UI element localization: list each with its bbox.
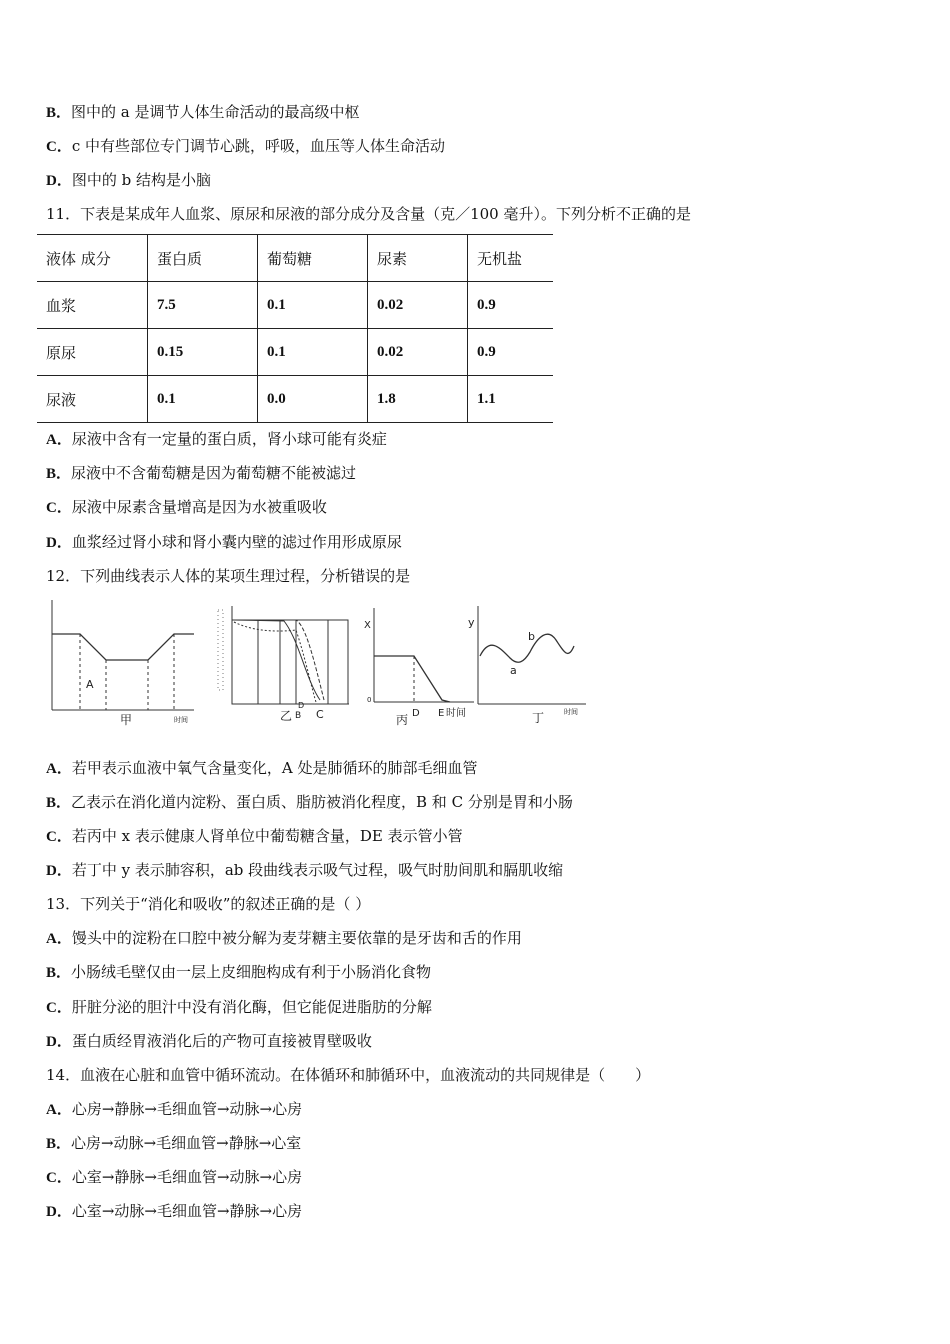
table-row [37, 282, 553, 329]
table-header-row [37, 235, 553, 282]
ding-label-y: y [468, 616, 475, 629]
table-cell: 0.0 [258, 376, 368, 423]
option-letter: C． [46, 139, 72, 155]
table-cell: 0.15 [148, 329, 258, 376]
option-text: 心室→动脉→毛细血管→静脉→心房 [71, 1202, 303, 1220]
option-letter: C． [46, 500, 72, 516]
yi-curve-3 [234, 620, 324, 700]
option-letter: B． [46, 965, 72, 981]
graph-bing [374, 608, 474, 702]
q13-stem: 13．下列关于“消化和吸收”的叙述正确的是（ ） [46, 895, 371, 913]
bing-label-d: D [412, 708, 420, 719]
table-header: 液体 成分 [37, 235, 148, 282]
option-text: 若甲表示血液中氧气含量变化，A 处是肺循环的肺部毛细血管 [71, 759, 478, 777]
yi-curve-1 [234, 622, 316, 702]
option-text: 图中的 b 结构是小脑 [71, 171, 211, 189]
table-cell: 1.1 [468, 376, 554, 423]
option-letter: B． [46, 466, 72, 482]
q10-option-b [46, 102, 360, 123]
table-header: 无机盐 [468, 235, 554, 282]
table-cell: 血浆 [37, 282, 148, 329]
q11-option-d [46, 532, 402, 553]
option-letter: B． [46, 1136, 72, 1152]
q10-option-d [46, 170, 211, 191]
q12-figure [44, 600, 604, 734]
q11-stem: 11．下表是某成年人血浆、原尿和尿液的部分成分及含量（克／100 毫升）。下列分析不正确的是 [46, 205, 691, 223]
table-row [37, 376, 553, 423]
option-text: 心房→静脉→毛细血管→动脉→心房 [71, 1100, 303, 1118]
graph-ding [478, 606, 586, 704]
q14-option-a [46, 1099, 302, 1120]
option-letter: A． [46, 1102, 72, 1118]
q11-option-a [46, 429, 387, 450]
option-text: 尿液中不含葡萄糖是因为葡萄糖不能被滤过 [71, 464, 357, 482]
graph-yi [232, 606, 349, 704]
yi-title: 乙 [280, 709, 293, 723]
table-header: 蛋白质 [148, 235, 258, 282]
option-letter: C． [46, 1170, 72, 1186]
option-letter: A． [46, 432, 72, 448]
bing-title: 丙 [396, 713, 409, 727]
q11-table [37, 234, 553, 423]
option-text: 尿液中尿素含量增高是因为水被重吸收 [71, 498, 327, 516]
table-header: 葡萄糖 [258, 235, 368, 282]
yi-label-c: C [316, 708, 324, 721]
table-cell: 原尿 [37, 329, 148, 376]
ding-label-a: a [510, 664, 517, 677]
q14-option-b [46, 1133, 301, 1154]
table-cell: 0.02 [368, 329, 468, 376]
q11-option-b [46, 463, 356, 484]
option-letter: D． [46, 1204, 72, 1220]
table-cell: 0.1 [258, 329, 368, 376]
option-text: 图中的 a 是调节人体生命活动的最高级中枢 [71, 103, 360, 121]
option-text: 肝脏分泌的胆汁中没有消化酶，但它能促进脂肪的分解 [71, 998, 432, 1016]
option-letter: D． [46, 1034, 72, 1050]
table-cell: 0.9 [468, 329, 554, 376]
q13-option-a [46, 928, 522, 949]
option-letter: B． [46, 795, 72, 811]
bing-label-e: E [438, 708, 445, 719]
option-text: 馒头中的淀粉在口腔中被分解为麦芽糖主要依靠的是牙齿和舌的作用 [71, 929, 522, 947]
q10-option-c [46, 136, 445, 157]
ding-title: 丁 [532, 711, 545, 725]
table-row [37, 329, 553, 376]
yi-label-d: D [298, 701, 305, 710]
q12-option-d [46, 860, 563, 881]
q14-option-d [46, 1201, 302, 1222]
yi-frame [232, 620, 348, 704]
ding-curve [480, 634, 574, 662]
option-letter: D． [46, 535, 72, 551]
q14-option-c [46, 1167, 302, 1188]
ding-label-b: b [528, 630, 535, 643]
option-text: 蛋白质经胃液消化后的产物可直接被胃壁吸收 [71, 1032, 372, 1050]
jia-title: 甲 [120, 713, 133, 727]
table-cell: 0.1 [258, 282, 368, 329]
yi-y-label-mark [218, 610, 223, 690]
table-cell: 7.5 [148, 282, 258, 329]
q12-curves-svg [44, 600, 604, 730]
option-letter: A． [46, 761, 72, 777]
option-letter: D． [46, 863, 72, 879]
yi-label-b: B [295, 711, 302, 721]
q13-option-d [46, 1031, 372, 1052]
table-header: 尿素 [368, 235, 468, 282]
option-letter: B． [46, 105, 72, 121]
q11-option-c [46, 497, 327, 518]
bing-label-zero: 0 [367, 696, 372, 704]
option-text: 尿液中含有一定量的蛋白质，肾小球可能有炎症 [71, 430, 387, 448]
option-letter: D． [46, 173, 72, 189]
q12-option-c [46, 826, 463, 847]
yi-curve-2 [234, 620, 320, 700]
bing-curve [374, 656, 450, 702]
table-cell: 尿液 [37, 376, 148, 423]
yi-y-axis-text [218, 610, 223, 690]
option-letter: C． [46, 829, 72, 845]
option-text: 心室→静脉→毛细血管→动脉→心房 [71, 1168, 303, 1186]
option-text: c 中有些部位专门调节心跳，呼吸，血压等人体生命活动 [71, 137, 446, 155]
option-text: 若丙中 x 表示健康人肾单位中葡萄糖含量，DE 表示管小管 [71, 827, 463, 845]
option-letter: C． [46, 1000, 72, 1016]
q12-option-b [46, 792, 573, 813]
option-text: 血浆经过肾小球和肾小囊内壁的滤过作用形成原尿 [71, 533, 402, 551]
jia-label-a: A [86, 678, 94, 691]
option-text: 乙表示在消化道内淀粉、蛋白质、脂肪被消化程度，B 和 C 分别是胃和小肠 [71, 793, 573, 811]
jia-curve [52, 634, 194, 660]
option-letter: A． [46, 931, 72, 947]
q13-option-c [46, 997, 432, 1018]
ding-time-label: 时间 [564, 708, 578, 716]
table-cell: 0.1 [148, 376, 258, 423]
graph-jia [52, 600, 194, 710]
bing-label-x: X [364, 620, 371, 631]
table-cell: 0.02 [368, 282, 468, 329]
table-cell: 0.9 [468, 282, 554, 329]
q13-option-b [46, 962, 431, 983]
option-text: 小肠绒毛壁仅由一层上皮细胞构成有利于小肠消化食物 [71, 963, 432, 981]
q12-stem: 12．下列曲线表示人体的某项生理过程，分析错误的是 [46, 567, 411, 585]
table-cell: 1.8 [368, 376, 468, 423]
bing-time-label: 时间 [446, 708, 466, 719]
jia-time-label: 时间 [174, 716, 188, 724]
q12-option-a [46, 758, 477, 779]
option-text: 若丁中 y 表示肺容积，ab 段曲线表示吸气过程，吸气时肋间肌和膈肌收缩 [71, 861, 564, 879]
option-text: 心房→动脉→毛细血管→静脉→心室 [71, 1134, 302, 1152]
q14-stem: 14．血液在心脏和血管中循环流动。在体循环和肺循环中，血液流动的共同规律是（ ） [46, 1066, 651, 1084]
